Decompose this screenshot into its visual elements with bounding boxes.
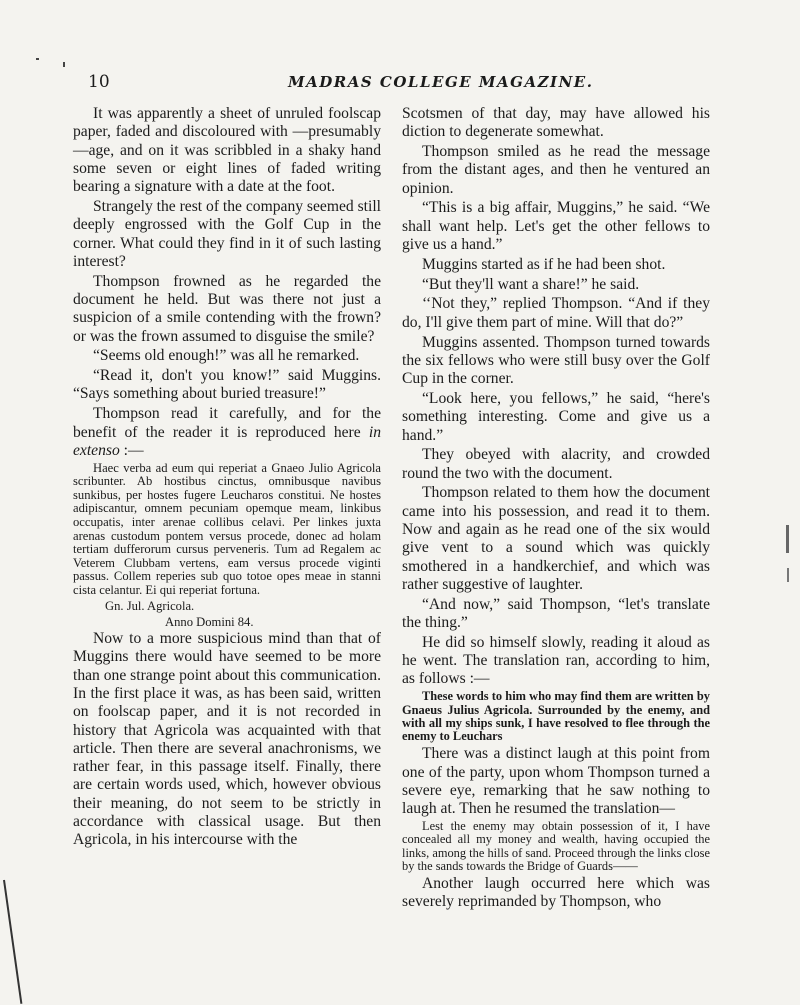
paragraph: “Look here, you fellows,” he said, “here's something interesting. Come and give us a hand.” bbox=[402, 389, 710, 444]
latin-document: Haec verba ad eum qui reperiat a Gnaeo Julio Agricola scribunter. Ab hostibus cinctus, omnibusque navibus sunkibus, per hostes fugere Leucharos constitui. Ne hostes adipiscantur, omnem pecuniam opemque meam, linkibus occupatis, inter arenae collibus celavi. Per linkes juxta arenas custodum pontem versus procede, donec ad holam tertiam dufferorum cursus perveneris. Tum ad Regalem ac Veterem Clubbam vertens, eam versus procede viginti passus. Collem reperies sub quo totoe opes meae in stanni cista celantur. Ei qui reperiat fortuna. bbox=[73, 460, 381, 597]
paragraph: “Seems old enough!” was all he remarked. bbox=[93, 347, 360, 365]
paragraph bbox=[73, 405, 381, 460]
paragraph: ‘‘Not they,” replied Thompson. “And if they do, I'll give them part of mine. Will that do?” bbox=[402, 295, 710, 331]
paragraph: “Read it, don't you know!” said Muggins. “Says something about buried treasure!” bbox=[73, 367, 381, 403]
paragraph: “And now,” said Thompson, “let's translate the thing.” bbox=[402, 595, 710, 632]
margin-line bbox=[3, 880, 22, 1004]
paragraph: It was apparently a sheet of unruled foolscap paper, faded and discoloured with —presumably—age, and on it was scribbled in a shaky hand some seven or eight lines of faded writing bearing a signature with a date at the foot. bbox=[73, 105, 381, 196]
left-column bbox=[73, 105, 381, 851]
paragraph: Scotsmen of that day, may have allowed his diction to degenerate somewhat. bbox=[402, 105, 710, 141]
running-title: MADRAS COLLEGE MAGAZINE. bbox=[288, 73, 594, 91]
paragraph: Strangely the rest of the company seemed still deeply engrossed with the Golf Cup in the corner. What could they find in it of such lasting interest? bbox=[73, 197, 381, 270]
paragraph: There was a distinct laugh at this point from one of the party, upon whom Thompson turned a severe eye, remarking that he saw nothing to laugh at. Then he resumed the translation— bbox=[402, 745, 710, 818]
page-speck bbox=[36, 58, 39, 60]
paragraph: Now to a more suspicious mind than that of Muggins there would have seemed to be more than one strange point about this communication. In the first place it was, as has been said, written on foolscap paper, and it is not recorded in history that Agricola was acquainted with that article. Then there are several anachronisms, we rather fear, in this passage itself. Finally, there are certain words used, which, however obvious their meaning, do not seem to be strictly in accordance with classical usage. But then Agricola, in his intercourse with the bbox=[73, 630, 381, 849]
translation-quote: Lest the enemy may obtain possession of it, I have concealed all my money and wealth, having occupied the links, among the hills of sand. Proceed through the links close by the sands towards the Bridge of Guards—— bbox=[402, 819, 710, 874]
paragraph: “This is a big affair, Muggins,” he said. “We shall want help. Let's get the other fellows to give us a hand.” bbox=[402, 199, 710, 254]
paragraph: Muggins assented. Thompson turned towards the six fellows who were still busy over the Golf Cup in the corner. bbox=[402, 333, 710, 388]
paragraph: Muggins started as if he had been shot. bbox=[422, 255, 666, 273]
page-header bbox=[88, 70, 728, 98]
paragraph: Thompson related to them how the document came into his possession, and read it to them. Now and again as he read one of the six would give vent to a sound which was quickly smothered in a handkerchief, and which was rather suggestive of laughter. bbox=[402, 484, 710, 593]
page-number: 10 bbox=[88, 72, 110, 92]
translation-quote: These words to him who may find them are written by Gnaeus Julius Agricola. Surrounded by the enemy, and with all my ships sunk, I have resolved to flee through the enemy to Leuchars bbox=[402, 689, 710, 744]
paragraph: Thompson smiled as he read the message from the distant ages, and then he ventured an opinion. bbox=[402, 143, 710, 197]
italic-phrase: in extenso bbox=[73, 423, 381, 459]
page-speck bbox=[786, 525, 789, 553]
paragraph: “But they'll want a share!” he said. bbox=[422, 275, 640, 293]
document-signature: Gn. Jul. Agricola. bbox=[105, 599, 195, 614]
page-speck bbox=[63, 62, 65, 67]
paragraph: They obeyed with alacrity, and crowded round the two with the document. bbox=[402, 446, 710, 482]
paragraph-text: Thompson read it carefully, and for the benefit of the reader it is reproduced here bbox=[73, 405, 381, 441]
paragraph: Thompson frowned as he regarded the document he held. But was there not just a suspicion of a smile contending with the frown? or was the frown assumed to disguise the smile? bbox=[73, 272, 381, 345]
paragraph: Another laugh occurred here which was severely reprimanded by Thompson, who bbox=[402, 875, 710, 911]
paragraph: He did so himself slowly, reading it aloud as he went. The translation ran, according to him, as follows :— bbox=[402, 633, 710, 688]
paragraph-end: :— bbox=[119, 441, 144, 459]
document-date: Anno Domini 84. bbox=[165, 614, 254, 629]
right-column bbox=[402, 105, 710, 913]
page-speck bbox=[787, 568, 789, 582]
